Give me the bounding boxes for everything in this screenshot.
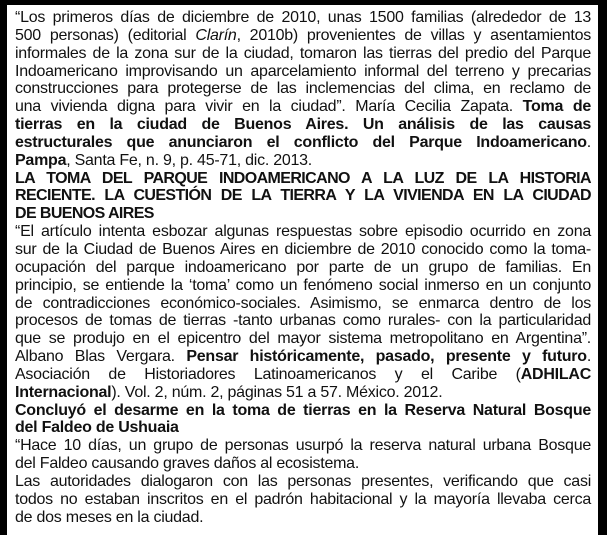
text-line [15, 473, 591, 491]
text-segment: ). Vol. 2, núm. 2, páginas 51 a 57. México. 2012. [111, 383, 443, 401]
text-segment: Indoamericano improvisando un aparcelamiento informal del terreno y precarias [15, 62, 591, 80]
bold-text: RECIENTE. LA CUESTIÓN DE LA TIERRA Y LA VIVIENDA EN LA CIUDAD [15, 187, 591, 205]
text-line [15, 312, 591, 330]
text-segment: . [586, 348, 592, 366]
text-segment: construcciones para protegerse de las inclemencias del clima, en reclamo de [15, 80, 591, 98]
text-line [15, 419, 591, 437]
text-segment: principio, se entiende la ‘toma’ como un fenómeno social inmerso en un conjunto [15, 276, 591, 294]
text-line [15, 80, 591, 98]
bold-text: Toma de [522, 98, 591, 116]
text-segment: “El artículo intenta esbozar algunas respuestas sobre episodio ocurrido en zona [15, 223, 591, 241]
text-line [15, 259, 591, 277]
quote-ushuaia-2 [15, 473, 591, 527]
text-segment: procesos de tomas de tierras -tanto urbanas como rurales- con la particularidad [15, 312, 591, 330]
text-segment: , Santa Fe, n. 9, p. 45-71, dic. 2013. [66, 151, 312, 169]
text-segment: Las autoridades dialogaron con las personas presentes, verificando que casi [15, 472, 591, 490]
text-segment: “Los primeros días de diciembre de 2010, unas 1500 familias (alrededor de 13 [15, 9, 591, 26]
text-line [15, 277, 591, 295]
document-text [15, 9, 591, 526]
text-segment: “Hace 10 días, un grupo de personas usurpó la reserva natural urbana Bosque [15, 437, 591, 455]
text-segment: Asociación de Historiadores Latinoamericanos y el Caribe ( [15, 365, 521, 383]
bold-text: estructurales que anunciaron el conflicto del Parque Indoamericano [15, 133, 587, 151]
text-line [15, 9, 591, 27]
heading-ushuaia [15, 402, 591, 438]
text-line [15, 170, 591, 188]
text-segment: ocupación del parque indoamericano por parte de un grupo de familias. En [15, 258, 591, 276]
text-line [15, 402, 591, 420]
text-line [15, 348, 591, 366]
text-segment: todos no estaban inscritos en el padrón habitacional y la mayoría llevaba cerca [15, 490, 591, 508]
text-line [15, 491, 591, 509]
bold-text: Internacional [15, 383, 112, 401]
text-line [15, 241, 591, 259]
italic-text: Clarín [195, 26, 237, 44]
text-line [15, 116, 591, 134]
bold-text: Pampa [15, 151, 67, 169]
text-line [15, 223, 591, 241]
text-line [15, 205, 591, 223]
text-line [15, 437, 591, 455]
text-segment: informales de la zona sur de la ciudad, tomaron las tierras del predio del Parque [15, 44, 591, 62]
text-line [15, 45, 591, 63]
text-line [15, 98, 591, 116]
text-segment: Albano Blas Vergara. [15, 348, 187, 366]
text-line [15, 63, 591, 81]
bold-text: del Faldeo de Ushuaia [15, 419, 179, 437]
bold-text: Pensar históricamente, pasado, presente y futuro [186, 348, 587, 366]
text-line [15, 330, 591, 348]
bold-text: tierras en la ciudad de Buenos Aires. Un análisis de las causas [15, 116, 591, 134]
bold-text: DE BUENOS AIRES [15, 205, 154, 223]
text-segment: sur de la Ciudad de Buenos Aires en diciembre de 2010 conocido como la toma- [15, 240, 591, 258]
text-segment: una vivienda digna para vivir en la ciudad”. María Cecilia Zapata. [15, 98, 523, 116]
heading-toma-parque [15, 170, 591, 224]
text-segment: que se produjo en el epicentro del mayor sistema metropolitano en Argentina”. [15, 330, 591, 348]
text-segment: de contradicciones económico-sociales. Asimismo, se enmarca dentro de los [15, 294, 591, 312]
quote-ushuaia-1 [15, 437, 591, 473]
text-line [15, 27, 591, 45]
text-line [15, 134, 591, 152]
text-line [15, 187, 591, 205]
text-line [15, 384, 591, 402]
text-line [15, 509, 591, 527]
text-line [15, 295, 591, 313]
bold-text: ADHILAC [520, 365, 591, 383]
text-segment: . [586, 133, 591, 151]
document-page [7, 5, 598, 535]
text-line [15, 455, 591, 473]
text-segment: del Faldeo causando graves daños al ecosistema. [15, 455, 360, 473]
text-line [15, 152, 591, 170]
text-line [15, 366, 591, 384]
text-segment: 500 personas) (editorial [15, 26, 196, 44]
bold-text: Concluyó el desarme en la toma de tierras en la Reserva Natural Bosque [15, 401, 591, 419]
text-segment: , 2010b) provenientes de villas y asentamientos [236, 26, 591, 44]
bold-text: LA TOMA DEL PARQUE INDOAMERICANO A LA LUZ DE LA HISTORIA [15, 169, 591, 187]
text-segment: de dos meses en la ciudad. [15, 508, 204, 526]
citation-zapata [15, 9, 591, 170]
citation-vergara [15, 223, 591, 401]
